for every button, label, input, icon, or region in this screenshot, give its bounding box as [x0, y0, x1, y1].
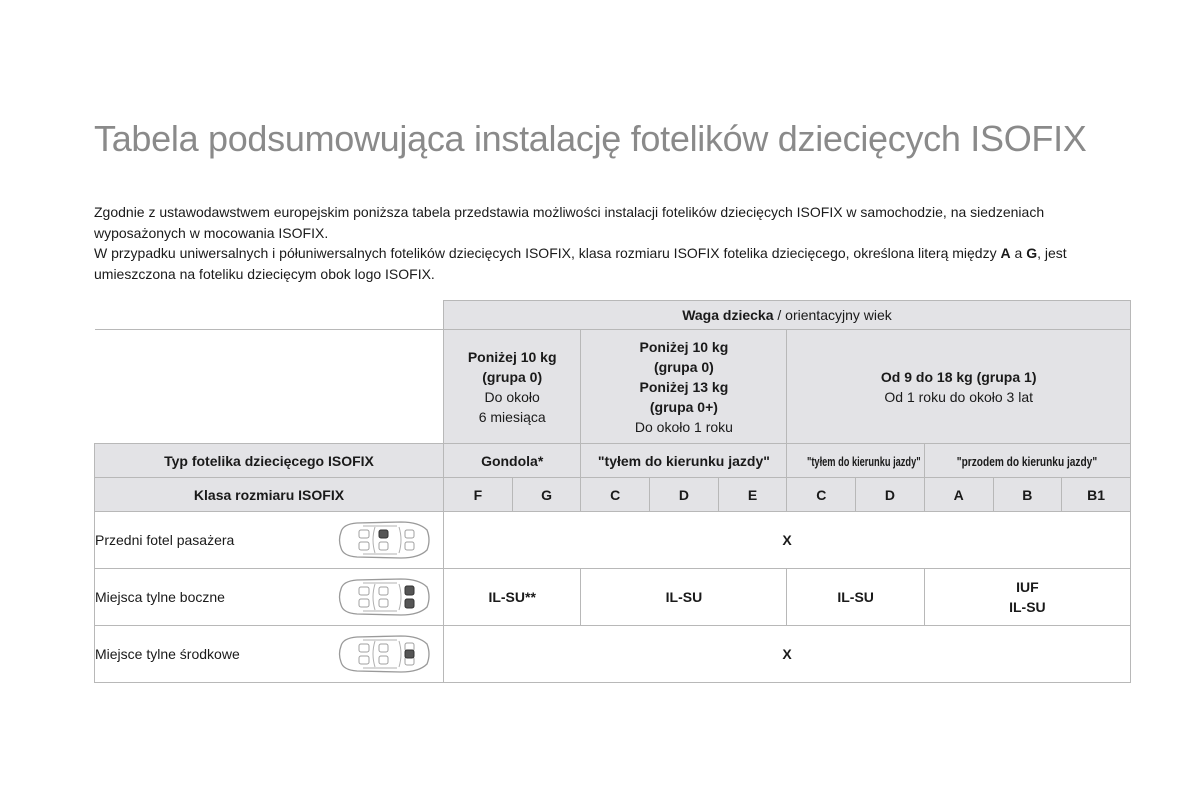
- rear-side-group1-forward-value: IUF IL-SU: [924, 569, 1130, 626]
- class-cell: D: [856, 478, 925, 512]
- class-cell: G: [512, 478, 581, 512]
- group-1-cell: Od 9 do 18 kg (grupa 1) Od 1 roku do około 3 lat: [787, 330, 1131, 444]
- row-label: Miejsca tylne boczne: [95, 589, 225, 605]
- type-forward: "przodem do kierunku jazdy": [924, 444, 1130, 478]
- rear-side-group1-rear-value: IL-SU: [787, 569, 924, 626]
- class-cell: C: [787, 478, 856, 512]
- type-row-label: Typ fotelika dziecięcego ISOFIX: [95, 444, 444, 478]
- class-row-label: Klasa rozmiaru ISOFIX: [95, 478, 444, 512]
- weight-groups-row: [95, 330, 1131, 444]
- row-label: Przedni fotel pasażera: [95, 532, 235, 548]
- class-cell: B: [993, 478, 1062, 512]
- row-label: Miejsce tylne środkowe: [95, 646, 240, 662]
- row-label-cell: [95, 626, 444, 683]
- car-rear-center-seat-icon: [335, 632, 433, 676]
- class-row: [95, 478, 1131, 512]
- class-cell: D: [650, 478, 719, 512]
- class-cell: F: [444, 478, 513, 512]
- intro-text: [94, 202, 1134, 284]
- intro-paragraph-2: W przypadku uniwersalnych i półuniwersalnych fotelików dziecięcych ISOFIX, klasa rozmiaru ISOFIX fotelika dziecięcego, określona literą między A a G, jest umieszczona na foteliku dziecięcym obok logo ISOFIX.: [94, 245, 1067, 282]
- type-gondola: Gondola*: [444, 444, 581, 478]
- row-label-cell: [95, 569, 444, 626]
- car-rear-side-seats-icon: [335, 575, 433, 619]
- rear-side-group0plus-value: IL-SU: [581, 569, 787, 626]
- type-row: [95, 444, 1131, 478]
- class-cell: E: [718, 478, 787, 512]
- group-0plus-cell: Poniżej 10 kg (grupa 0) Poniżej 13 kg (grupa 0+) Do około 1 roku: [581, 330, 787, 444]
- page-title: Tabela podsumowująca instalację fotelików dziecięcych ISOFIX: [94, 118, 1087, 159]
- weight-header: Waga dziecka / orientacyjny wiek: [444, 301, 1131, 330]
- group-0-cell: Poniżej 10 kg (grupa 0) Do około 6 miesiąca: [444, 330, 581, 444]
- rear-side-group0-value: IL-SU**: [444, 569, 581, 626]
- table-row: [95, 626, 1131, 683]
- class-cell: C: [581, 478, 650, 512]
- table-row: [95, 569, 1131, 626]
- type-rearward-2: "tyłem do kierunku jazdy": [787, 444, 924, 478]
- class-cell: B1: [1062, 478, 1131, 512]
- row-label-cell: [95, 512, 444, 569]
- front-seat-value: X: [444, 512, 1131, 569]
- class-cell: A: [924, 478, 993, 512]
- weight-header-row: [95, 301, 1131, 330]
- car-front-seat-icon: [335, 518, 433, 562]
- rear-center-value: X: [444, 626, 1131, 683]
- type-rearward-1: "tyłem do kierunku jazdy": [581, 444, 787, 478]
- table-row: [95, 512, 1131, 569]
- isofix-table: [94, 300, 1131, 683]
- intro-paragraph-1: Zgodnie z ustawodawstwem europejskim poniższa tabela przedstawia możliwości instalacji fotelików dziecięcych ISOFIX w samochodzie, na siedzeniach wyposażonych w mocowania ISOFIX.: [94, 204, 1045, 241]
